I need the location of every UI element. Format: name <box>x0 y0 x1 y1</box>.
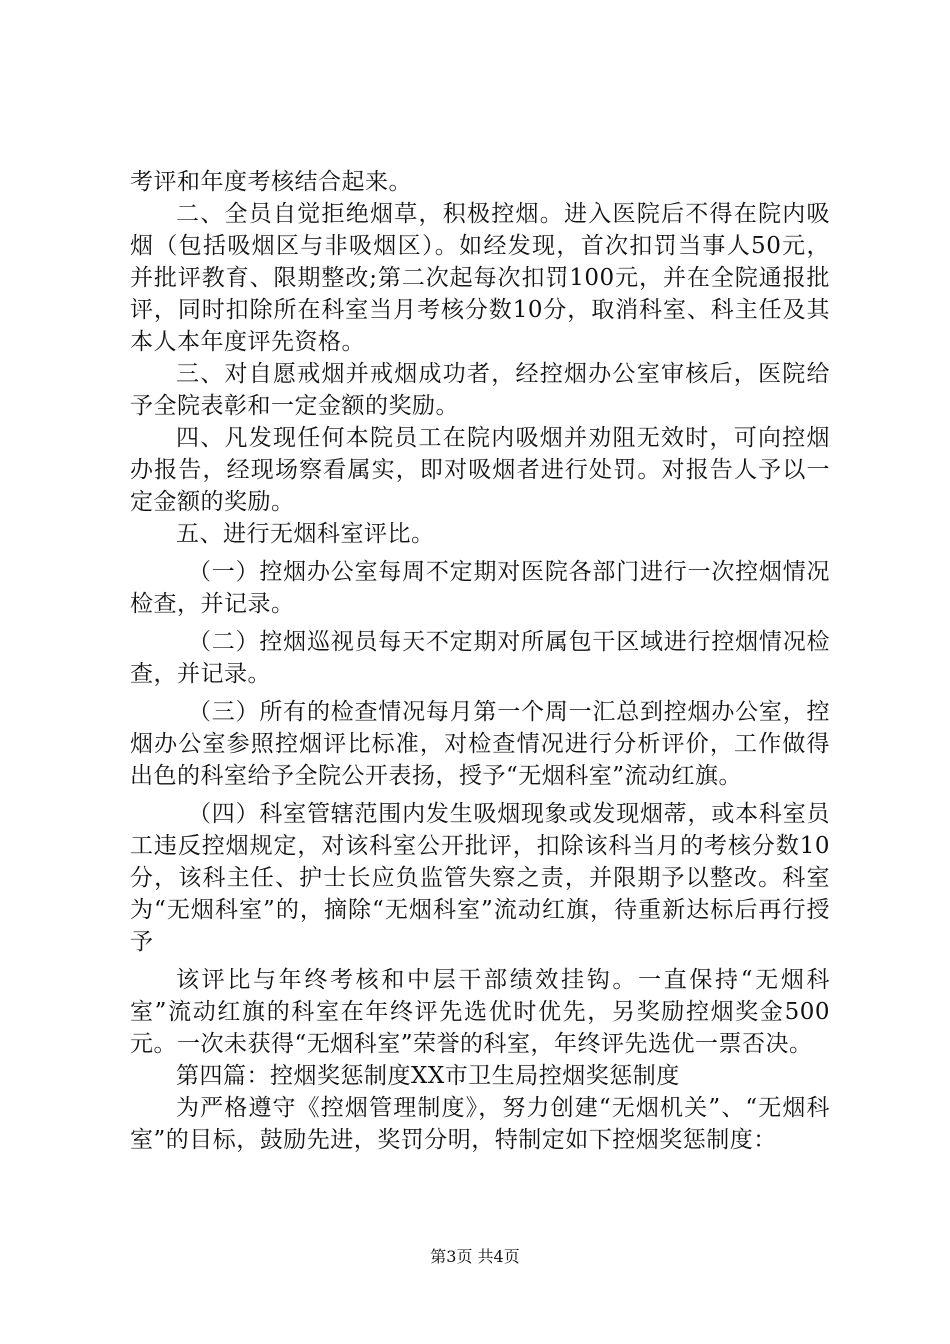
paragraph-continuation: 考评和年度考核结合起来。 <box>130 169 412 195</box>
paragraph-evaluation: 该评比与年终考核和中层干部绩效挂钩。一直保持“无烟科室”流动红旗的科室在年终评先选优时优先，另奖励控烟奖金500元。一次未获得“无烟科室”荣誉的科室，年终评先选优一票否决。 <box>130 967 830 1057</box>
paragraph-subitem-2: （二）控烟巡视员每天不定期对所属包干区域进行控烟情况检查，并记录。 <box>130 629 830 687</box>
paragraph-intro: 为严格遵守《控烟管理制度》，努力创建“无烟机关”、“无烟科室”的目标，鼓励先进，奖罚分明，特制定如下控烟奖惩制度： <box>130 1095 830 1153</box>
page-footer: 第3页 共4页 <box>430 1247 520 1266</box>
paragraph-subitem-3: （三）所有的检查情况每月第一个周一汇总到控烟办公室，控烟办公室参照控烟评比标准，对检查情况进行分析评价，工作做得出色的科室给予全院公开表扬，授予“无烟科室”流动红旗。 <box>130 699 830 789</box>
paragraph-subitem-4: （四）科室管辖范围内发生吸烟现象或发现烟蒂，或本科室员工违反控烟规定，对该科室公开批评，扣除该科当月的考核分数10分，该科主任、护士长应负监管失察之责，并限期予以整改。科室为“无烟科室”的，摘除“无烟科室”流动红旗，待重新达标后再行授予 <box>130 801 830 955</box>
paragraph-item-4: 四、凡发现任何本院员工在院内吸烟并劝阻无效时，可向控烟办报告，经现场察看属实，即对吸烟者进行处罚。对报告人予以一定金额的奖励。 <box>130 425 830 515</box>
document-body <box>130 166 830 1156</box>
section-heading: 第四篇：控烟奖惩制度XX市卫生局控烟奖惩制度 <box>176 1063 680 1089</box>
paragraph-item-3: 三、对自愿戒烟并戒烟成功者，经控烟办公室审核后，医院给予全院表彰和一定金额的奖励。 <box>130 361 830 419</box>
paragraph-item-5: 五、进行无烟科室评比。 <box>176 521 435 547</box>
paragraph-item-2: 二、全员自觉拒绝烟草，积极控烟。进入医院后不得在院内吸烟（包括吸烟区与非吸烟区）。如经发现，首次扣罚当事人50元，并批评教育、限期整改;第二次起每次扣罚100元，并在全院通报批评，同时扣除所在科室当月考核分数10分，取消科室、科主任及其本人本年度评先资格。 <box>130 201 830 355</box>
paragraph-subitem-1: （一）控烟办公室每周不定期对医院各部门进行一次控烟情况检查，并记录。 <box>130 559 830 617</box>
